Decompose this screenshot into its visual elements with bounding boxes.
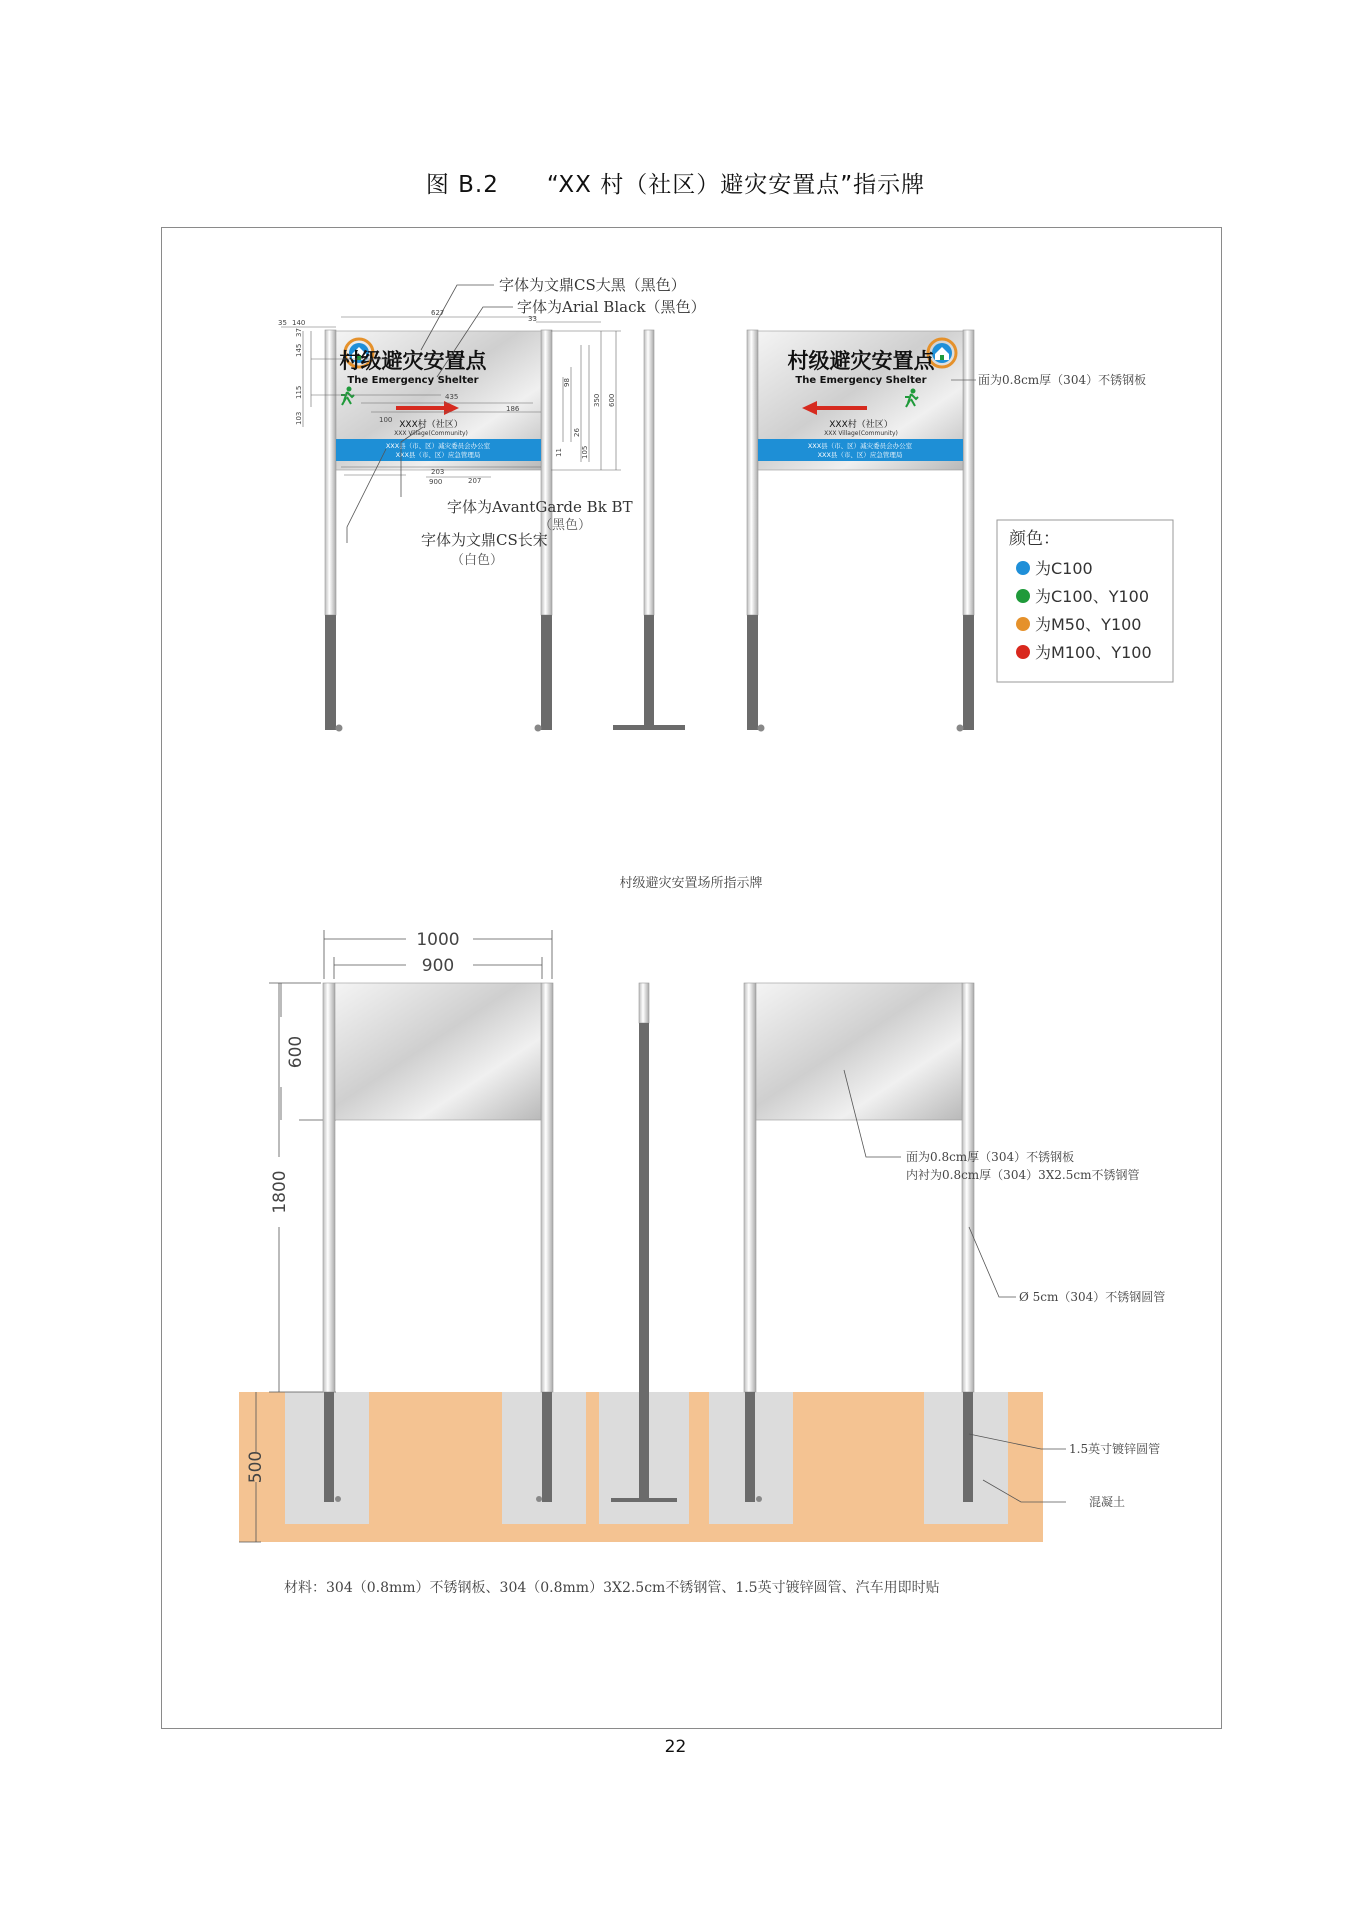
dim-98: 98 [563,378,571,387]
sign-drawing [161,227,1222,1729]
legend-label-orange: 为M50、Y100 [1035,615,1142,634]
figure-number: 图 B.2 [425,172,499,198]
dim-105: 105 [581,445,589,459]
dim-26: 26 [573,428,581,437]
dim-foundation-depth: 500 [246,1450,266,1484]
legend-swatch-green [1016,589,1030,603]
legend-label-blue: 为C100 [1035,559,1093,578]
legend-label-red: 为M100、Y100 [1035,643,1152,662]
dim-103: 103 [295,411,303,425]
callout-pole: Ø 5cm（304）不锈钢圆管 [1019,1290,1166,1304]
dim-100: 100 [379,416,393,424]
note-title-font: 字体为文鼎CS大黑（黑色） [499,276,686,294]
note-footer-font: 字体为文鼎CS长宋 [421,531,548,549]
sign-village-en: XXX Village(Community) [824,430,898,437]
note-footer-color: （白色） [451,553,504,568]
note-village-color: （黑色） [539,518,592,533]
sign-subtitle: The Emergency Shelter [347,375,479,386]
dim-140: 140 [292,319,306,327]
legend-label-green: 为C100、Y100 [1035,587,1150,606]
dim-435: 435 [445,393,459,401]
dim-width-inner: 900 [421,956,455,976]
figure-title [0,166,1351,199]
note-village-font: 字体为AvantGarde Bk BT [447,498,633,516]
sign-footer-line1: XXX县（市、区）减灾委员会办公室 [385,442,491,450]
callout-galvanized-pipe: 1.5英寸镀锌圆管 [1069,1442,1161,1456]
dim-35: 35 [278,319,287,327]
page-number: 22 [664,1737,687,1757]
legend-title: 颜色： [1009,529,1060,549]
dim-203: 203 [431,468,445,476]
sign-village: XXX村（社区） [829,420,893,430]
sign-subtitle: The Emergency Shelter [795,375,927,386]
dim-350: 350 [593,393,601,407]
dim-pole-height: 1800 [270,1170,290,1214]
legend-swatch-orange [1016,617,1030,631]
sign-village-en: XXX Village(Community) [394,430,468,437]
dim-115: 115 [295,385,303,399]
dim-900-small: 900 [429,478,443,486]
color-legend [997,520,1173,682]
materials-note: 材料：304（0.8mm）不锈钢板、304（0.8mm）3X2.5cm不锈钢管、1.5英寸镀锌圆管、汽车用即时贴 [284,1580,940,1596]
sign-title: 村级避灾安置点 [787,349,935,373]
dim-600-small: 600 [608,393,616,407]
dim-627: 627 [431,309,445,317]
sign-footer-line2: XXX县（市、区）应急管理局 [395,451,481,459]
legend-swatch-red [1016,645,1030,659]
dim-186: 186 [506,405,520,413]
side-view-top [613,330,685,730]
front-sign-dimensioned [278,276,706,732]
sign-footer-line2: XXX县（市、区）应急管理局 [817,451,903,459]
top-caption: 村级避灾安置场所指示牌 [619,876,763,891]
sign-footer-line1: XXX县（市、区）减灾委员会办公室 [807,442,913,450]
note-front-panel: 面为0.8cm厚（304）不锈钢板 [978,373,1147,387]
callout-panel-lining: 内衬为0.8cm厚（304）3X2.5cm不锈钢管 [906,1168,1140,1182]
dim-panel-height: 600 [286,1035,306,1069]
sign-village: XXX村（社区） [399,420,463,430]
callout-concrete: 混凝土 [1089,1495,1126,1509]
note-subtitle-font: 字体为Arial Black（黑色） [517,298,706,316]
dim-37: 37 [295,328,303,337]
callout-panel-face: 面为0.8cm厚（304）不锈钢板 [906,1150,1075,1164]
dim-width-outer: 1000 [416,930,460,950]
legend-swatch-blue [1016,561,1030,575]
dim-207: 207 [468,477,482,485]
sign-title: 村级避灾安置点 [339,349,487,373]
dim-33: 33 [528,315,537,323]
dim-11: 11 [555,448,563,457]
figure-caption: “XX 村（社区）避灾安置点”指示牌 [546,172,926,198]
dim-145: 145 [295,343,303,357]
